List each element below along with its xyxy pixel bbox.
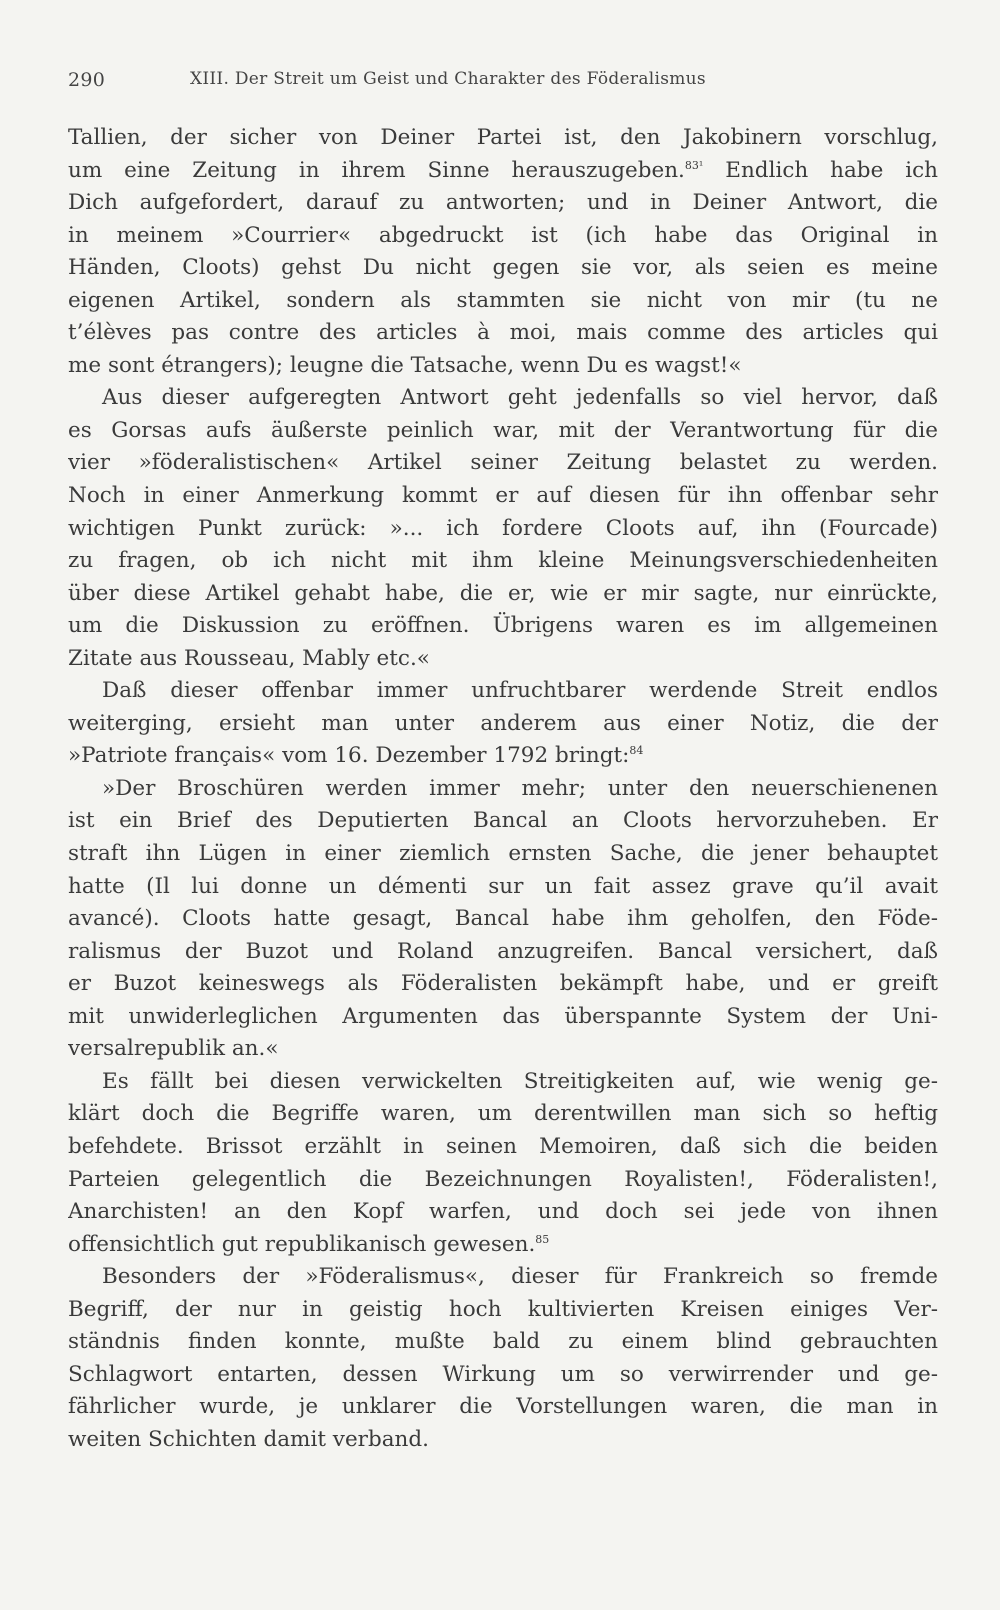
line-text: Parteien gelegentlich die Bezeichnungen Royalisten!, Föderalisten!,	[68, 1166, 938, 1192]
text-line	[68, 610, 938, 643]
line-text: fährlicher wurde, je unklarer die Vorstellungen waren, die man in	[68, 1394, 938, 1420]
text-line	[68, 220, 938, 253]
line-text: er Buzot keineswegs als Föderalisten bekämpft habe, und er greift	[68, 971, 938, 997]
text-line	[68, 1424, 938, 1457]
line-text: befehdete. Brissot erzählt in seinen Memoiren, daß sich die beiden	[68, 1133, 938, 1159]
text-line	[68, 968, 938, 1001]
text-line	[68, 773, 938, 806]
text-line	[68, 1001, 938, 1034]
line-text: Aus dieser aufgeregten Antwort geht jedenfalls so viel hervor, daß	[102, 385, 938, 411]
text-line	[68, 708, 938, 741]
text-line	[68, 838, 938, 871]
line-text: um eine Zeitung in ihrem Sinne herauszugeben.	[68, 157, 685, 183]
line-text: Anarchisten! an den Kopf warfen, und doch sei jede von ihnen	[68, 1199, 938, 1225]
line-text: weiten Schichten damit verband.	[68, 1426, 429, 1452]
line-text: Begriff, der nur in geistig hoch kultivierten Kreisen einiges Ver-	[68, 1296, 938, 1322]
text-line	[68, 1098, 938, 1131]
line-text: wichtigen Punkt zurück: »... ich fordere Cloots auf, ihn (Fourcade)	[68, 515, 938, 541]
text-line	[68, 1326, 938, 1359]
text-line	[68, 382, 938, 415]
line-text-continued: Endlich habe ich	[703, 157, 938, 183]
running-head: XIII. Der Streit um Geist und Charakter des Föderalismus	[190, 69, 706, 89]
text-line	[68, 1033, 938, 1066]
text-line	[68, 1391, 938, 1424]
line-text: Noch in einer Anmerkung kommt er auf diesen für ihn offenbar sehr	[68, 483, 938, 509]
text-line	[68, 740, 938, 773]
line-text: mit unwiderleglichen Argumenten das überspannte System der Uni-	[68, 1003, 938, 1029]
text-line	[68, 675, 938, 708]
line-text: straft ihn Lügen in einer ziemlich ernsten Sache, die jener behauptet	[68, 841, 938, 867]
line-text: Dich aufgefordert, darauf zu antworten; und in Deiner Antwort, die	[68, 190, 938, 216]
line-text: »Patriote français« vom 16. Dezember 1792 bringt:	[68, 743, 630, 769]
text-line	[68, 447, 938, 480]
text-line	[68, 1229, 938, 1262]
page-number: 290	[68, 69, 106, 91]
line-text: Händen, Cloots) gehst Du nicht gegen sie vor, als seien es meine	[68, 255, 938, 281]
line-text: »Der Broschüren werden immer mehr; unter den neuerschienenen	[102, 775, 938, 801]
text-line	[68, 1066, 938, 1099]
text-line	[68, 513, 938, 546]
text-line	[68, 350, 938, 383]
text-line	[68, 415, 938, 448]
footnote-ref: 84	[629, 744, 644, 758]
text-line	[68, 155, 938, 188]
line-text: ständnis finden konnte, mußte bald zu einem blind gebrauchten	[68, 1329, 938, 1355]
text-line	[68, 1261, 938, 1294]
footnote-ref: 85	[535, 1232, 550, 1246]
text-line	[68, 545, 938, 578]
line-text: avancé). Cloots hatte gesagt, Bancal habe ihm geholfen, den Föde-	[68, 906, 938, 932]
line-text: es Gorsas aufs äußerste peinlich war, mit der Verantwortung für die	[68, 417, 938, 443]
line-text: Zitate aus Rousseau, Mably etc.«	[68, 645, 430, 671]
line-text: hatte (Il lui donne un démenti sur un fait assez grave qu’il avait	[68, 873, 938, 899]
text-line	[68, 187, 938, 220]
text-line	[68, 1359, 938, 1392]
text-line	[68, 480, 938, 513]
line-text: versalrepublik an.«	[68, 1036, 279, 1062]
page-header	[68, 62, 938, 92]
text-line	[68, 936, 938, 969]
footnote-ref: 83¹	[684, 158, 704, 172]
text-line	[68, 1294, 938, 1327]
line-text: Es fällt bei diesen verwickelten Streitigkeiten auf, wie wenig ge-	[102, 1068, 938, 1094]
line-text: eigenen Artikel, sondern als stammten sie nicht von mir (tu ne	[68, 287, 938, 313]
text-line	[68, 871, 938, 904]
line-text: in meinem »Courrier« abgedruckt ist (ich habe das Original in	[68, 222, 938, 248]
text-line	[68, 1131, 938, 1164]
line-text: Tallien, der sicher von Deiner Partei ist, den Jakobinern vorschlug,	[68, 125, 938, 150]
line-text: t’élèves pas contre des articles à moi, mais comme des articles qui	[68, 320, 938, 346]
line-text: um die Diskussion zu eröffnen. Übrigens waren es im allgemeinen	[68, 613, 938, 639]
line-text: me sont étrangers); leugne die Tatsache, wenn Du es wagst!«	[68, 352, 742, 378]
text-line	[68, 643, 938, 676]
line-text: über diese Artikel gehabt habe, die er, wie er mir sagte, nur einrückte,	[68, 580, 938, 606]
line-text: Besonders der »Föderalismus«, dieser für Frankreich so fremde	[102, 1264, 938, 1290]
line-text: ist ein Brief des Deputierten Bancal an Cloots hervorzuheben. Er	[68, 808, 938, 834]
line-text: Schlagwort entarten, dessen Wirkung um so verwirrender und ge-	[68, 1361, 938, 1387]
text-line	[68, 805, 938, 838]
line-text: vier »föderalistischen« Artikel seiner Zeitung belastet zu werden.	[68, 450, 938, 476]
line-text: offensichtlich gut republikanisch gewesen.	[68, 1231, 536, 1257]
text-line	[68, 252, 938, 285]
text-line	[68, 285, 938, 318]
text-line	[68, 903, 938, 936]
text-line	[68, 122, 938, 155]
line-text: klärt doch die Begriffe waren, um derentwillen man sich so heftig	[68, 1101, 938, 1127]
text-line	[68, 578, 938, 611]
text-line	[68, 1164, 938, 1197]
line-text: ralismus der Buzot und Roland anzugreifen. Bancal versichert, daß	[68, 938, 938, 964]
line-text: Daß dieser offenbar immer unfruchtbarer werdende Streit endlos	[102, 678, 938, 704]
text-line	[68, 317, 938, 350]
body-text	[68, 122, 938, 1456]
text-line	[68, 1196, 938, 1229]
line-text: weiterging, ersieht man unter anderem aus einer Notiz, die der	[68, 710, 938, 736]
line-text: zu fragen, ob ich nicht mit ihm kleine Meinungsverschiedenheiten	[68, 548, 938, 574]
